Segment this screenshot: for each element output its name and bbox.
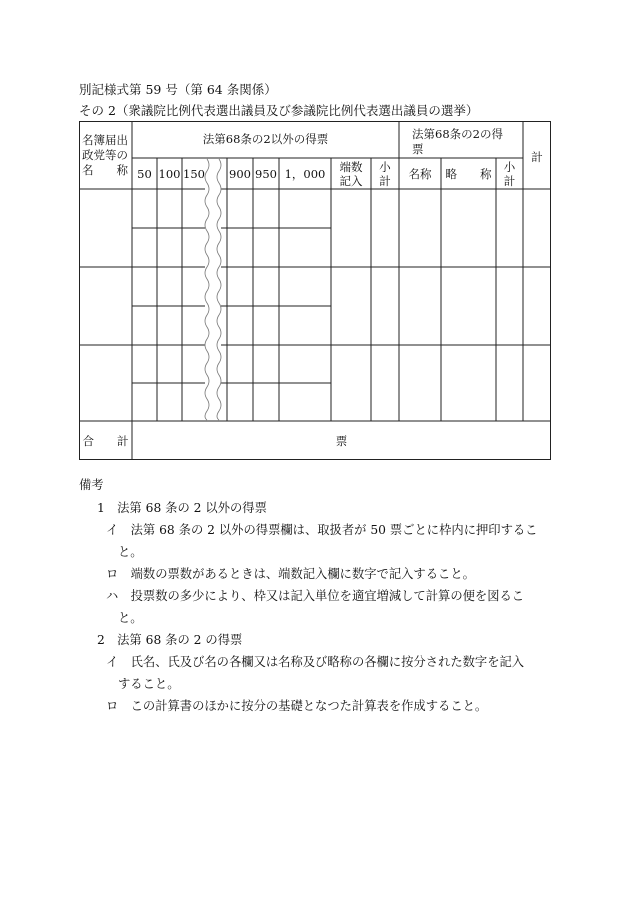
form-title: 別記様式第 59 号（第 64 条関係） — [79, 82, 277, 97]
vote-count-table — [79, 121, 551, 460]
remark-1-a-line2: と。 — [118, 545, 143, 559]
subtotal-b-header-line2: 計 — [503, 174, 516, 188]
grand-total-header: 計 — [531, 150, 543, 164]
group-a-header: 法第68条の2以外の得票 — [202, 132, 329, 146]
name-header: 名称 — [408, 167, 432, 181]
remark-1-b: ロ 端数の票数があるときは、端数記入欄に数字で記入すること。 — [106, 567, 475, 581]
col-100: 100 — [158, 167, 181, 181]
group-b-header-line2: 票 — [412, 142, 424, 156]
subtotal-a-header — [371, 160, 399, 188]
remark-1-c-line1: ハ 投票数の多少により、枠又は記入単位を適宜増減して計算の便を図るこ — [106, 589, 525, 603]
remark-1-c-line2: と。 — [118, 611, 143, 625]
total-row-label: 合 計 — [82, 434, 129, 448]
remark-2-b: ロ この計算書のほかに按分の基礎となつた計算表を作成すること。 — [106, 699, 488, 713]
party-name-header-line2: 政党等の — [82, 148, 128, 162]
party-name-header-line3: 名 称 — [82, 163, 128, 177]
remark-1: 1 法第 68 条の 2 以外の得票 — [97, 501, 267, 515]
remark-1-a-line1: イ 法第 68 条の 2 以外の得票欄は、取扱者が 50 票ごとに枠内に押印するこ — [106, 523, 538, 537]
fraction-entry-header-line2: 記入 — [339, 174, 363, 188]
subtotal-a-header-line1: 小 — [379, 160, 391, 174]
col-900: 900 — [229, 167, 251, 181]
col-150: 150 — [183, 167, 205, 181]
remarks-heading: 備考 — [79, 478, 104, 492]
party-name-header-line1: 名簿届出 — [82, 133, 128, 147]
party-name-header — [82, 133, 132, 178]
remark-2-a-line1: イ 氏名、氏及び名の各欄又は名称及び略称の各欄に按分された数字を記入 — [106, 655, 525, 669]
total-row-unit: 票 — [335, 434, 348, 448]
subtotal-b-header — [496, 160, 523, 188]
col-1000: 1，000 — [284, 167, 326, 181]
abbreviation-header: 略 称 — [445, 167, 492, 181]
col-50: 50 — [137, 167, 152, 181]
fraction-entry-header — [331, 160, 371, 188]
subtotal-a-header-line2: 計 — [379, 174, 391, 188]
remark-2-a-line2: すること。 — [118, 677, 180, 691]
subtotal-b-header-line1: 小 — [503, 160, 516, 174]
remark-2: 2 法第 68 条の 2 の得票 — [97, 633, 243, 647]
omission-gap — [205, 159, 221, 420]
group-b-header — [412, 127, 522, 157]
fraction-entry-header-line1: 端数 — [339, 160, 363, 174]
group-b-header-line1: 法第68条の2の得 — [412, 127, 503, 141]
form-subtitle: その 2（衆議院比例代表選出議員及び参議院比例代表選出議員の選挙） — [79, 103, 479, 118]
col-950: 950 — [255, 167, 277, 181]
